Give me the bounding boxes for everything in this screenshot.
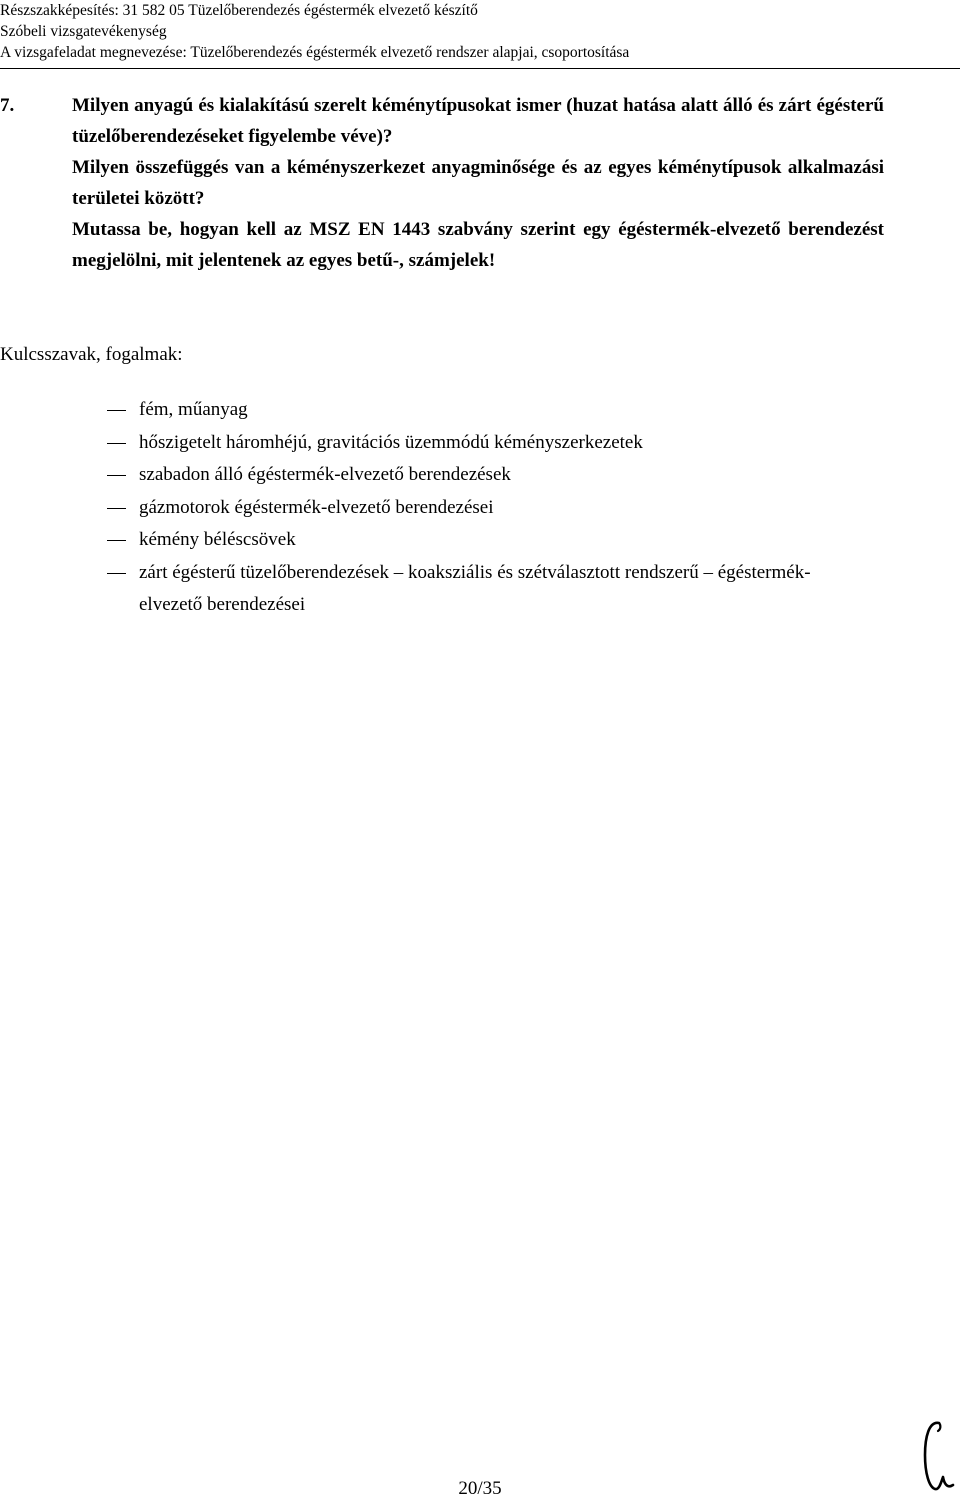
dash-bullet-icon <box>107 573 126 574</box>
keywords-heading: Kulcsszavak, fogalmak: <box>0 344 183 365</box>
list-item <box>0 557 859 622</box>
question-paragraph-3: Mutassa be, hogyan kell az MSZ EN 1443 szabvány szerint egy égéstermék-elvezető berendezést megjelölni, mit jelentenek az egyes betű-, számjelek! <box>72 219 884 271</box>
keyword-text: fém, műanyag <box>139 399 248 420</box>
list-item <box>0 524 859 557</box>
page-header <box>0 0 960 63</box>
dash-bullet-icon <box>107 443 126 444</box>
list-item <box>0 394 859 427</box>
dash-bullet-icon <box>107 475 126 476</box>
dash-bullet-icon <box>107 410 126 411</box>
keyword-text: szabadon álló égéstermék-elvezető berendezések <box>139 464 511 485</box>
header-divider <box>0 68 960 69</box>
dash-bullet-icon <box>107 508 126 509</box>
keyword-list <box>0 394 960 622</box>
keyword-text: hőszigetelt háromhéjú, gravitációs üzemmódú kéményszerkezetek <box>139 431 643 453</box>
list-item <box>0 427 859 460</box>
question-paragraph-2: Milyen összefüggés van a kéményszerkezet anyagminősége és az egyes kéménytípusok alkalmazási területei között? <box>72 157 884 209</box>
list-item <box>0 492 859 525</box>
question-number: 7. <box>0 95 15 116</box>
keyword-text: zárt égésterű tüzelőberendezések – koaksziális és szétválasztott rendszerű – égéstermék-elvezető berendezései <box>139 561 811 615</box>
header-qualification: Részszakképesítés: 31 582 05 Tüzelőberendezés égéstermék elvezető készítő <box>0 2 478 19</box>
header-task-name: A vizsgafeladat megnevezése: Tüzelőberendezés égéstermék elvezető rendszer alapjai, csoportosítása <box>0 44 630 61</box>
keyword-text: kémény béléscsövek <box>139 529 296 550</box>
question-paragraph-1: Milyen anyagú és kialakítású szerelt kéménytípusokat ismer (huzat hatása alatt álló és zárt égésterű tüzelőberendezéseket figyelembe véve)? <box>72 95 884 147</box>
question-text <box>72 90 884 276</box>
list-item <box>0 459 859 492</box>
page-number: 20/35 <box>458 1478 502 1499</box>
dash-bullet-icon <box>107 540 126 541</box>
keyword-text: gázmotorok égéstermék-elvezető berendezései <box>139 496 494 518</box>
header-exam-type: Szóbeli vizsgatevékenység <box>0 23 167 40</box>
